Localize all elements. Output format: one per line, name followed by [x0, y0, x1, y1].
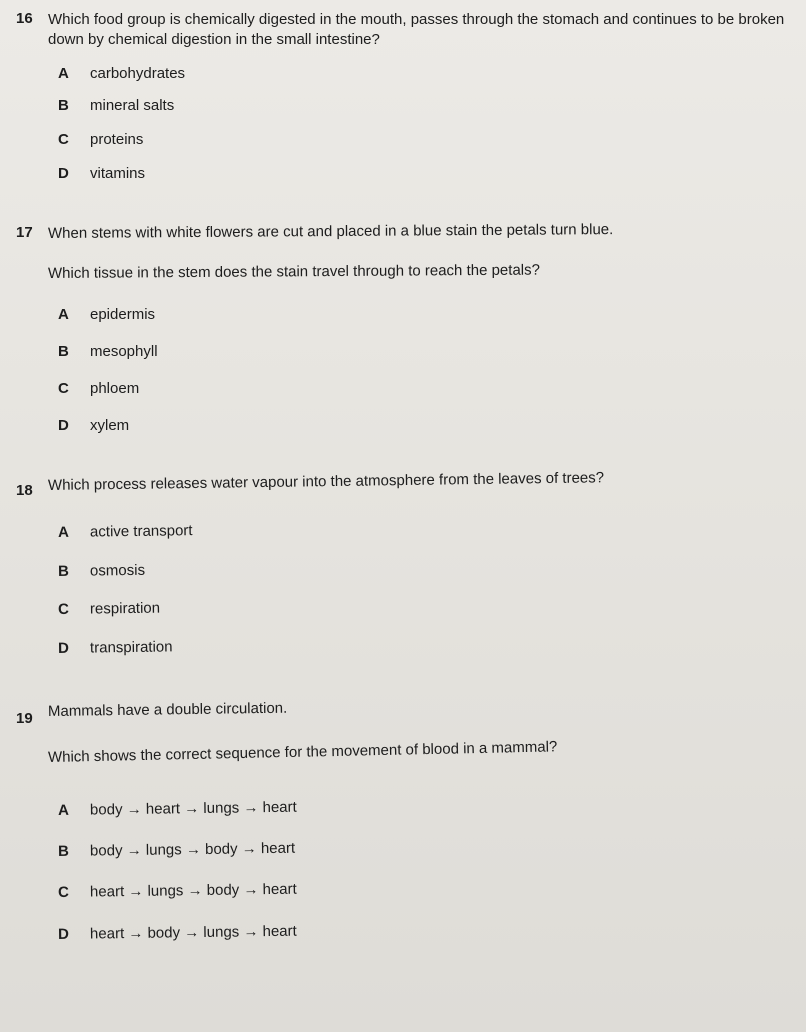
option-c[interactable]: [58, 600, 160, 618]
option-letter: C: [58, 380, 69, 397]
option-text: vitamins: [90, 165, 146, 182]
option-d[interactable]: [58, 417, 129, 434]
option-d[interactable]: [58, 638, 173, 657]
question-number: 16: [16, 10, 33, 27]
option-text: epidermis: [90, 306, 156, 323]
option-text: phloem: [90, 380, 140, 397]
option-d[interactable]: [58, 165, 145, 182]
question-stem: When stems with white flowers are cut and placed in a blue stain the petals turn blue.: [47, 221, 614, 242]
question-stem: Mammals have a double circulation.: [47, 699, 288, 720]
question-stem: Which food group is chemically digested in the mouth, passes through the stomach and continues to be broken down by chemical digestion in the small intestine?: [48, 11, 785, 48]
option-c[interactable]: [58, 881, 297, 901]
option-a[interactable]: [58, 522, 193, 541]
option-letter: A: [57, 801, 69, 819]
option-letter: B: [57, 562, 69, 580]
option-letter: B: [57, 842, 69, 860]
option-a[interactable]: [58, 306, 155, 323]
option-text: mineral salts: [90, 97, 175, 114]
option-letter: A: [58, 65, 69, 82]
option-letter: A: [57, 523, 69, 541]
option-text: active transport: [89, 522, 193, 541]
option-letter: D: [58, 417, 69, 434]
option-a[interactable]: [58, 799, 297, 819]
option-text: body → heart → lungs → heart: [89, 798, 297, 819]
option-letter: A: [58, 306, 69, 323]
option-letter: C: [58, 131, 69, 148]
option-letter: D: [57, 639, 69, 657]
question-stem: Which process releases water vapour into the atmosphere from the leaves of trees?: [47, 469, 605, 494]
option-b[interactable]: [58, 343, 158, 360]
option-text: heart → lungs → body → heart: [89, 880, 297, 901]
option-text: heart → body → lungs → heart: [89, 922, 297, 943]
question-stem-2: Which tissue in the stem does the stain travel through to reach the petals?: [47, 261, 540, 282]
option-text: carbohydrates: [90, 65, 186, 82]
question-number: 19: [16, 710, 33, 727]
option-letter: C: [57, 600, 69, 618]
question-number: 17: [16, 224, 33, 241]
option-letter: B: [58, 97, 69, 114]
question-number: 18: [16, 482, 33, 499]
option-text: osmosis: [89, 561, 146, 580]
option-d[interactable]: [58, 923, 297, 943]
option-text: respiration: [89, 599, 161, 618]
option-letter: B: [58, 343, 69, 360]
option-b[interactable]: [58, 840, 295, 860]
option-b[interactable]: [58, 97, 174, 114]
option-b[interactable]: [58, 562, 145, 580]
question-stem-2: Which shows the correct sequence for the movement of blood in a mammal?: [47, 738, 558, 766]
option-text: mesophyll: [90, 343, 158, 360]
option-letter: D: [58, 165, 69, 182]
option-letter: C: [57, 883, 69, 901]
option-c[interactable]: [58, 380, 139, 397]
option-text: xylem: [90, 417, 130, 434]
option-a[interactable]: [58, 65, 185, 82]
option-text: proteins: [90, 131, 144, 148]
option-c[interactable]: [58, 131, 143, 148]
option-text: body → lungs → body → heart: [89, 839, 296, 860]
option-letter: D: [57, 925, 69, 943]
option-text: transpiration: [89, 638, 173, 657]
